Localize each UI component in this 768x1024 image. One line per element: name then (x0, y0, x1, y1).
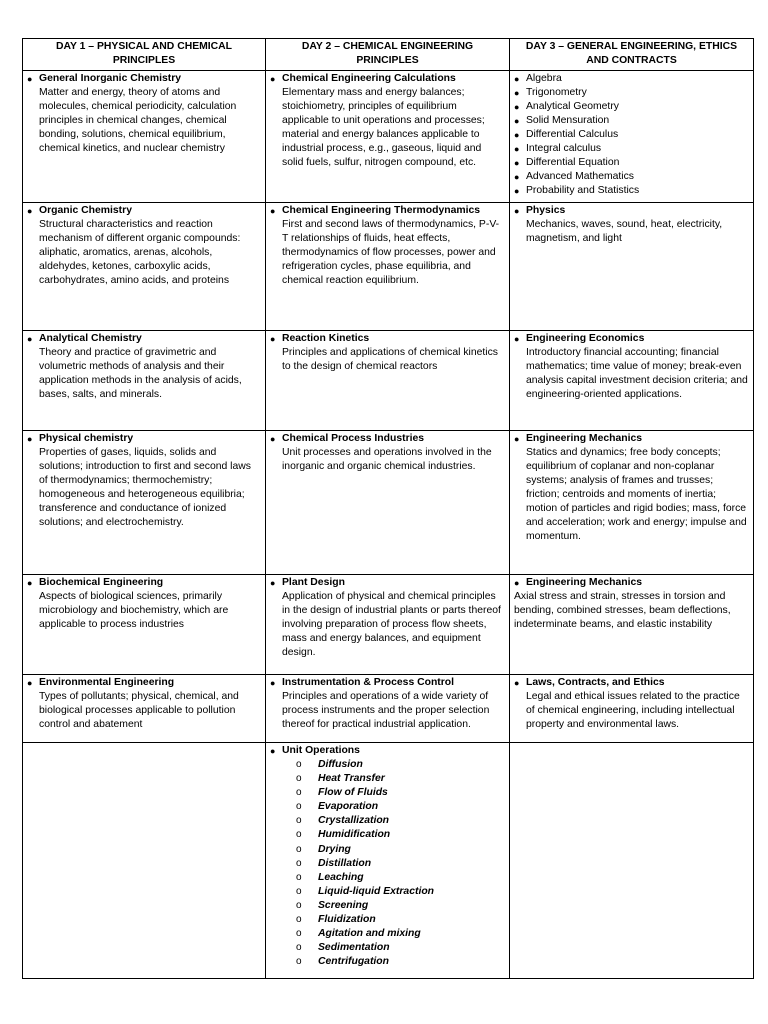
subject-entry (514, 332, 749, 402)
cell-day1 (23, 675, 266, 743)
cell-day3 (510, 203, 754, 331)
cell-day3-empty (510, 743, 754, 979)
circle-bullet-icon: o (296, 928, 302, 940)
bullet-icon: ● (514, 158, 520, 168)
circle-bullet-icon: o (296, 843, 302, 855)
cell-day2 (266, 743, 510, 979)
circle-bullet-icon: o (296, 942, 302, 954)
cell-day1-empty (23, 743, 266, 979)
header-row (23, 39, 754, 71)
subject-entry (270, 744, 505, 758)
bullet-icon: ● (514, 206, 520, 216)
circle-bullet-icon: o (296, 857, 302, 869)
subject-entry (514, 576, 749, 590)
bullet-icon: ● (514, 678, 520, 688)
list-item: o Screening (296, 899, 505, 913)
subject-description: First and second laws of thermodynamics, P-V-T relationships of fluids, heat effects, thermodynamics of flow processes, power and refrigeration cycles, phase equilibria, and chemical reaction equilibrium. (282, 219, 500, 286)
subject-entry (27, 676, 261, 732)
list-item: o Crystallization (296, 814, 505, 828)
list-item: o Heat Transfer (296, 772, 505, 786)
cell-day1 (23, 71, 266, 203)
list-item: o Centrifugation (296, 955, 505, 969)
cell-day2 (266, 203, 510, 331)
list-item: ● Algebra (514, 73, 562, 84)
bullet-icon: ● (270, 578, 276, 588)
cell-day2 (266, 331, 510, 431)
list-item: o Distillation (296, 857, 505, 871)
subject-title: Analytical Chemistry (39, 333, 142, 344)
subject-title: Engineering Mechanics (526, 577, 643, 588)
list-item: o Liquid-liquid Extraction (296, 885, 505, 899)
subject-description: Structural characteristics and reaction mechanism of different organic compounds: aliphatic, aromatics, arenas, alcohols, aldehydes, ketones, carboxylic acids, carbohydrates, amino acids, and proteins (39, 219, 241, 286)
bullet-icon: ● (514, 130, 520, 140)
subject-title: Environmental Engineering (39, 677, 175, 688)
subject-title: Organic Chemistry (39, 205, 132, 216)
bullet-icon: ● (270, 74, 276, 84)
header-day2: DAY 2 – CHEMICAL ENGINEERING PRINCIPLES (266, 39, 510, 71)
subject-description: Matter and energy, theory of atoms and molecules, chemical periodicity, calculation principles in chemical changes, chemical bonding, solutions, chemical equilibrium, chemical kinetics, and nuclear chemistry (39, 87, 237, 154)
subject-entry (27, 576, 261, 632)
subject-title: Reaction Kinetics (282, 333, 370, 344)
subject-description: Introductory financial accounting; financial mathematics; time value of money; break-even analysis capital investment decision criteria; and engineering-oriented applications. (526, 347, 748, 400)
list-item: o Sedimentation (296, 941, 505, 955)
table-row (23, 331, 754, 431)
list-item: o Flow of Fluids (296, 786, 505, 800)
list-item: ● Advanced Mathematics (514, 171, 635, 182)
syllabus-table (22, 38, 754, 979)
list-item: o Evaporation (296, 800, 505, 814)
subject-description: Elementary mass and energy balances; stoichiometry, principles of equilibrium applicable to unit operations and processes; material and energy balances applicable to industrial process, e.g., gaseous, liquid and solid fuels, sulfur, nitrogen compound, etc. (282, 87, 485, 168)
bullet-icon: ● (514, 88, 520, 98)
list-item: o Agitation and mixing (296, 927, 505, 941)
list-item: ● Differential Equation (514, 157, 620, 168)
list-item: o Drying (296, 843, 505, 857)
subject-description: Types of pollutants; physical, chemical, and biological processes applicable to pollution control and abatement (39, 691, 239, 730)
bullet-icon: ● (27, 206, 33, 216)
subject-entry (514, 432, 749, 544)
subject-entry (514, 204, 749, 246)
subject-entry (27, 332, 261, 402)
cell-day2 (266, 431, 510, 575)
subject-description: Properties of gases, liquids, solids and solutions; introduction to first and second laws of thermodynamics; thermochemistry; homogeneous and heterogeneous equilibria; transference and conductance of ionized solutions; and electrochemistry. (39, 447, 251, 528)
circle-bullet-icon: o (296, 773, 302, 785)
bullet-icon: ● (514, 172, 520, 182)
subject-title: Chemical Process Industries (282, 433, 425, 444)
header-day3: DAY 3 – GENERAL ENGINEERING, ETHICS AND CONTRACTS (510, 39, 754, 71)
list-item: o Humidification (296, 828, 505, 842)
bullet-icon: ● (270, 746, 276, 756)
circle-bullet-icon: o (296, 787, 302, 799)
table-row (23, 743, 754, 979)
cell-day3 (510, 575, 754, 675)
list-item: ● Integral calculus (514, 143, 602, 154)
subject-title: Biochemical Engineering (39, 577, 164, 588)
cell-day1 (23, 203, 266, 331)
subject-description: Axial stress and strain, stresses in torsion and bending, combined stresses, beam deflections, indeterminate beams, and elastic instability (514, 591, 731, 630)
cell-day3 (510, 675, 754, 743)
subject-title: Plant Design (282, 577, 345, 588)
subject-entry (270, 204, 505, 288)
circle-bullet-icon: o (296, 885, 302, 897)
bullet-icon: ● (270, 206, 276, 216)
table-row (23, 575, 754, 675)
circle-bullet-icon: o (296, 956, 302, 968)
subject-entry (27, 204, 261, 288)
subject-description: Aspects of biological sciences, primarily microbiology and biochemistry, which are applicable to process industries (39, 591, 229, 630)
list-item: o Leaching (296, 871, 505, 885)
circle-bullet-icon: o (296, 815, 302, 827)
table-row (23, 675, 754, 743)
list-item: ● Differential Calculus (514, 129, 619, 140)
subject-title: Laws, Contracts, and Ethics (526, 677, 665, 688)
cell-day3 (510, 431, 754, 575)
cell-day3 (510, 71, 754, 203)
bullet-icon: ● (27, 434, 33, 444)
subject-title: Unit Operations (282, 745, 360, 756)
subject-title: Engineering Mechanics (526, 433, 643, 444)
table-row (23, 203, 754, 331)
subject-title: Physics (526, 205, 566, 216)
bullet-icon: ● (27, 334, 33, 344)
subject-description: Unit processes and operations involved in the inorganic and organic chemical industries. (282, 447, 492, 472)
bullet-icon: ● (514, 186, 520, 196)
cell-day1 (23, 575, 266, 675)
list-item: ● Analytical Geometry (514, 101, 619, 112)
bullet-icon: ● (27, 578, 33, 588)
list-item: o Fluidization (296, 913, 505, 927)
table-row (23, 71, 754, 203)
circle-bullet-icon: o (296, 801, 302, 813)
bullet-icon: ● (270, 434, 276, 444)
list-item: ● Probability and Statistics (514, 185, 640, 196)
bullet-icon: ● (514, 74, 520, 84)
cell-day1 (23, 431, 266, 575)
header-day1: DAY 1 – PHYSICAL AND CHEMICAL PRINCIPLES (23, 39, 266, 71)
bullet-icon: ● (514, 102, 520, 112)
subject-title: Chemical Engineering Thermodynamics (282, 205, 481, 216)
cell-day2 (266, 675, 510, 743)
subject-entry (270, 576, 505, 660)
subject-description: Application of physical and chemical principles in the design of industrial plants or parts thereof involving preparation of process flow sheets, mass and energy balances, and equipment design. (282, 591, 501, 658)
table-row (23, 431, 754, 575)
cell-day2 (266, 575, 510, 675)
subject-entry (270, 332, 505, 374)
cell-day2 (266, 71, 510, 203)
subject-title: Instrumentation & Process Control (282, 677, 455, 688)
bullet-icon: ● (270, 334, 276, 344)
bullet-icon: ● (27, 678, 33, 688)
list-item: o Diffusion (296, 758, 505, 772)
bullet-icon: ● (514, 578, 520, 588)
cell-day3 (510, 331, 754, 431)
subject-description: Mechanics, waves, sound, heat, electricity, magnetism, and light (526, 219, 723, 244)
circle-bullet-icon: o (296, 899, 302, 911)
cell-day1 (23, 331, 266, 431)
bullet-icon: ● (514, 116, 520, 126)
subject-title: General Inorganic Chemistry (39, 73, 182, 84)
subject-description: Statics and dynamics; free body concepts; equilibrium of coplanar and non-coplanar systems; analysis of frames and trusses; friction; centroids and moments of inertia; motion of particles and rigid bodies; mass, force and acceleration; work and energy; impulse and momentum. (526, 447, 747, 542)
circle-bullet-icon: o (296, 914, 302, 926)
circle-bullet-icon: o (296, 871, 302, 883)
list-item: ● Solid Mensuration (514, 115, 610, 126)
subject-entry (27, 72, 261, 156)
bullet-icon: ● (514, 334, 520, 344)
subject-entry (270, 676, 505, 732)
subject-entry (514, 676, 749, 732)
circle-bullet-icon: o (296, 829, 302, 841)
subject-description: Principles and operations of a wide variety of process instruments and the proper selection thereof for practical industrial application. (282, 691, 490, 730)
math-topic-list (514, 72, 749, 198)
subject-title: Physical chemistry (39, 433, 134, 444)
bullet-icon: ● (514, 434, 520, 444)
unit-operations-list (270, 758, 505, 969)
subject-entry (270, 432, 505, 474)
subject-description: Legal and ethical issues related to the practice of chemical engineering, including intellectual property and environmental laws. (526, 691, 740, 730)
circle-bullet-icon: o (296, 759, 302, 770)
subject-title: Chemical Engineering Calculations (282, 73, 456, 84)
subject-entry (270, 72, 505, 170)
bullet-icon: ● (514, 144, 520, 154)
list-item: ● Trigonometry (514, 87, 587, 98)
subject-title: Engineering Economics (526, 333, 645, 344)
bullet-icon: ● (27, 74, 33, 84)
bullet-icon: ● (270, 678, 276, 688)
subject-entry (27, 432, 261, 530)
subject-description: Theory and practice of gravimetric and volumetric methods of analysis and their application methods in the analysis of acids, bases, salts, and minerals. (39, 347, 242, 400)
subject-description: Principles and applications of chemical kinetics to the design of chemical reactors (282, 347, 499, 372)
